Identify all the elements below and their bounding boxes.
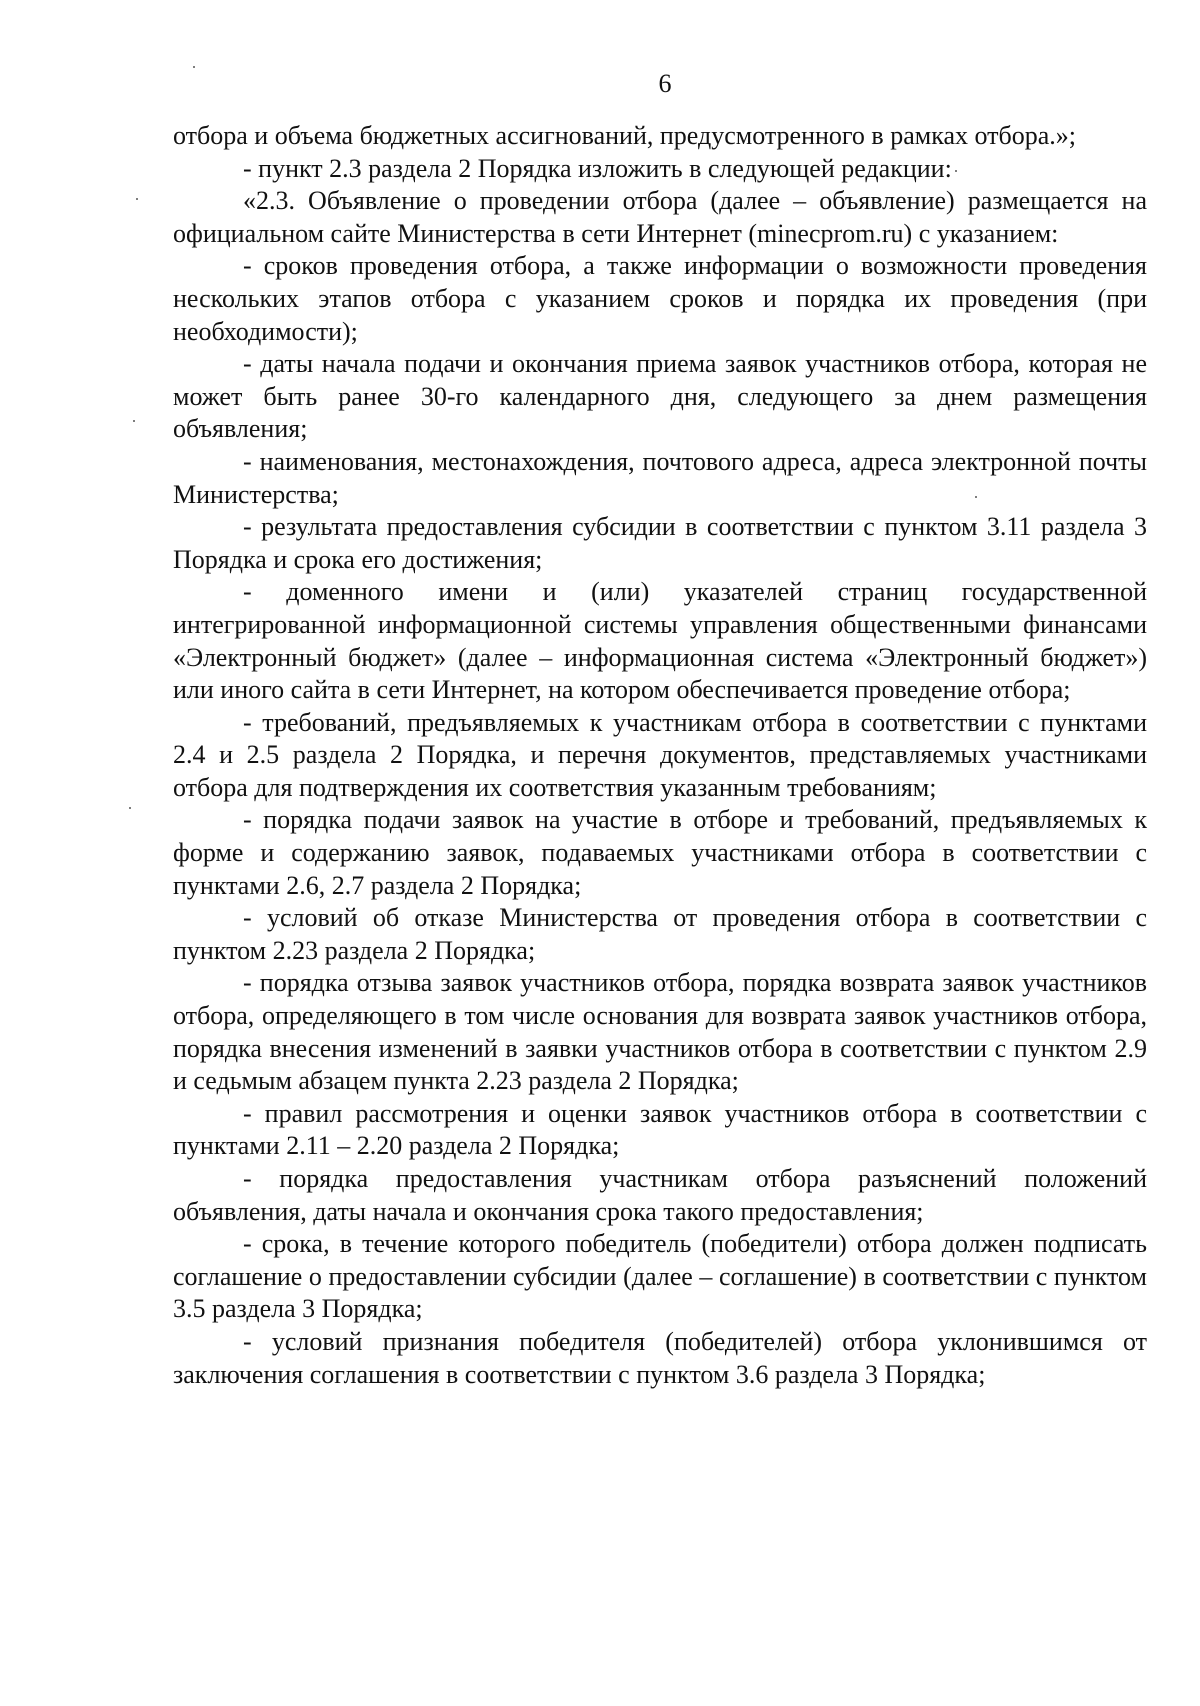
paragraph: - срока, в течение которого победитель (победители) отбора должен подписать соглашение о предоставлении субсидии (далее – соглашение) в соответствии с пунктом 3.5 раздела 3 Порядка;: [173, 1229, 1147, 1324]
paragraph: - порядка отзыва заявок участников отбора, порядка возврата заявок участников отбора, определяющего в том числе основания для возврата заявок участников отбора, порядка внесения изменений в заявки участников отбора в соответствии с пунктом 2.9 и седьмым абзацем пункта 2.23 раздела 2 Порядка;: [173, 968, 1147, 1096]
paragraph: - пункт 2.3 раздела 2 Порядка изложить в следующей редакции:: [243, 153, 952, 183]
paragraph: - наименования, местонахождения, почтового адреса, адреса электронной почты Министерства;: [173, 446, 1147, 509]
document-body: [173, 120, 1147, 1391]
paragraph: - даты начала подачи и окончания приема заявок участников отбора, которая не может быть ранее 30-го календарного дня, следующего за днем размещения объявления;: [173, 349, 1147, 444]
paragraph: - сроков проведения отбора, а также информации о возможности проведения нескольких этапов отбора с указанием сроков и порядка их проведения (при необходимости);: [173, 251, 1147, 346]
paragraph: - доменного имени и (или) указателей страниц государственной интегрированной информационной системы управления общественными финансами «Электронный бюджет» (далее – информационная система «Электронный бюджет») или иного сайта в сети Интернет, на котором обеспечивается проведение отбора;: [173, 577, 1147, 705]
paragraph: - порядка предоставления участникам отбора разъяснений положений объявления, даты начала и окончания срока такого предоставления;: [173, 1164, 1147, 1226]
scan-speck: [136, 198, 138, 200]
paragraph: «2.3. Объявление о проведении отбора (далее – объявление) размещается на официальном сайте Министерства в сети Интернет (minecprom.ru) с указанием:: [173, 186, 1147, 248]
paragraph: - порядка подачи заявок на участие в отборе и требований, предъявляемых к форме и содержанию заявок, подаваемых участниками отбора в соответствии с пунктами 2.6, 2.7 раздела 2 Порядка;: [173, 805, 1147, 900]
page-number: 6: [658, 69, 672, 98]
scan-speck: [133, 420, 135, 422]
scan-speck: [129, 807, 131, 809]
paragraph: - условий об отказе Министерства от проведения отбора в соответствии с пунктом 2.23 раздела 2 Порядка;: [173, 903, 1147, 965]
paragraph: - условий признания победителя (победителей) отбора уклонившимся от заключения соглашения в соответствии с пунктом 3.6 раздела 3 Порядка;: [173, 1326, 1147, 1389]
paragraph: отбора и объема бюджетных ассигнований, предусмотренного в рамках отбора.»;: [173, 121, 1076, 150]
paragraph: - требований, предъявляемых к участникам отбора в соответствии с пунктами 2.4 и 2.5 раздела 2 Порядка, и перечня документов, представляемых участниками отбора для подтверждения их соответствия указанным требованиям;: [173, 707, 1147, 802]
paragraph: - результата предоставления субсидии в соответствии с пунктом 3.11 раздела 3 Порядка и срока его достижения;: [173, 512, 1147, 574]
paragraph: - правил рассмотрения и оценки заявок участников отбора в соответствии с пунктами 2.11 – 2.20 раздела 2 Порядка;: [173, 1098, 1147, 1161]
